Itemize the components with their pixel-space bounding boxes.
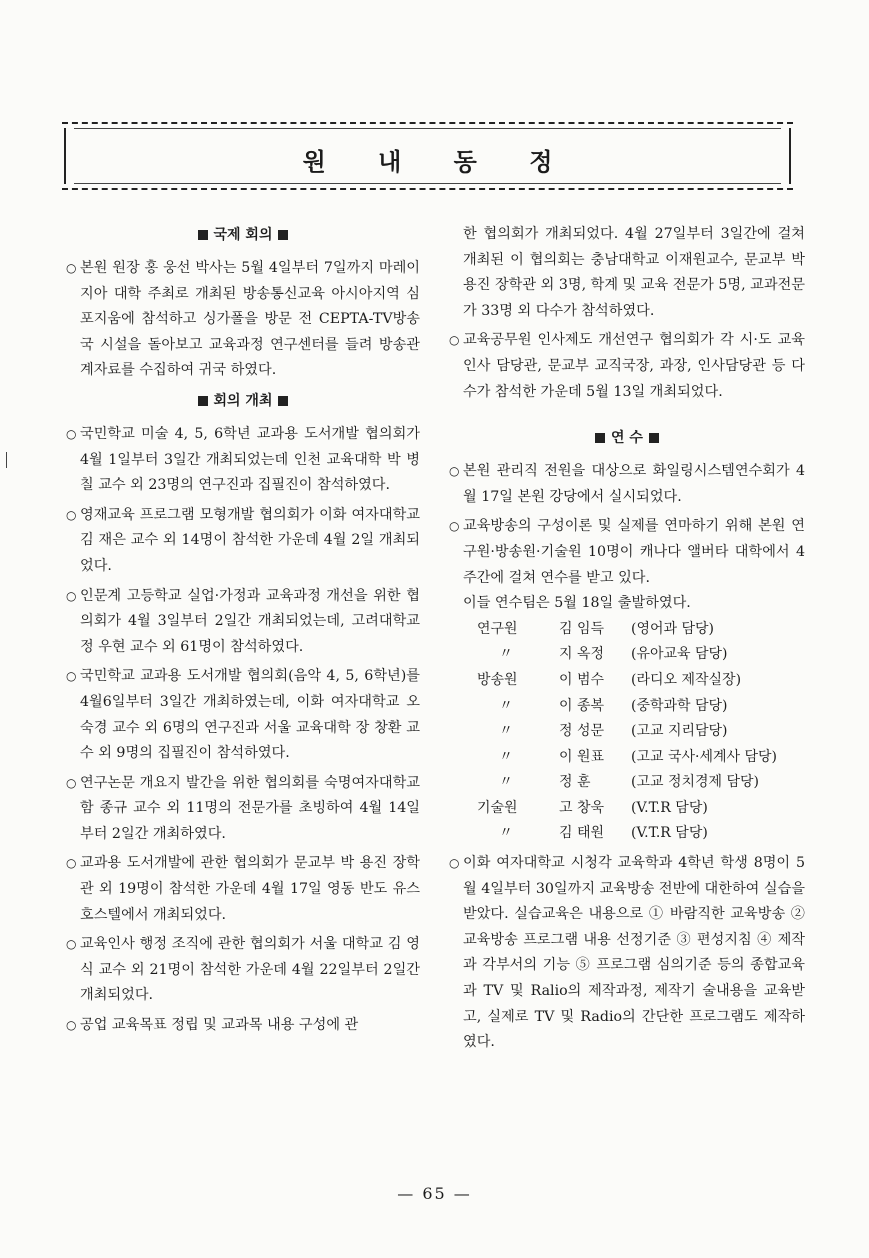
trainee-role: (유아교육 담당) — [631, 646, 728, 663]
section-heading-training — [449, 425, 805, 451]
trainee-group: 연구원 — [477, 620, 518, 637]
circle-bullet-icon: ○ — [66, 261, 77, 275]
circle-bullet-icon: ○ — [449, 464, 460, 479]
trainee-role: (V.T.R 담당) — [631, 799, 708, 816]
title-frame — [62, 122, 793, 190]
trainee-group: 〃 — [499, 646, 513, 663]
meeting-item — [66, 503, 420, 580]
item-text: 교육공무원 인사제도 개선연구 협의회가 각 시·도 교육인사 담당관, 문교부 교직국장, 과장, 인사담당관 등 다수가 참석한 가운데 5월 13일 개최되었다. — [463, 332, 805, 400]
trainee-name: 이 종복 — [559, 697, 605, 714]
trainee-role: (라디오 제작실장) — [631, 671, 742, 688]
circle-bullet-icon: ○ — [449, 856, 460, 871]
meeting-item — [449, 328, 805, 405]
trainee-row — [477, 668, 777, 694]
trainee-name: 정 성문 — [559, 723, 605, 740]
circle-bullet-icon: ○ — [449, 333, 460, 348]
circle-bullet-icon: ○ — [66, 1018, 77, 1033]
meeting-item — [66, 664, 420, 766]
training-item — [449, 851, 805, 1056]
meeting-item-continued — [449, 222, 805, 324]
item-text: 영재교육 프로그램 모형개발 협의회가 이화 여자대학교 김 재은 교수 외 14명이 참석한 가운데 4월 2일 개최되었다. — [80, 506, 420, 574]
trainee-name: 정 훈 — [559, 774, 591, 791]
meeting-item — [66, 1013, 420, 1039]
trainee-group: 방송원 — [477, 671, 518, 688]
item-text: 한 협의회가 개최되었다. 4월 27일부터 3일간에 걸쳐 개최된 이 협의회는 충남대학교 이재원교수, 문교부 박 용진 장학관 외 3명, 학계 및 교육 전문가 5명, 교과전문가 33명 외 다수가 참석하였다. — [463, 226, 805, 319]
item-text: 교육방송의 구성이론 및 실제를 연마하기 위해 본원 연구원·방송원·기술원 10명이 캐나다 앨버타 대학에서 4주간에 걸쳐 연수를 받고 있다. — [463, 518, 805, 586]
trainee-group: 〃 — [499, 825, 513, 842]
circle-bullet-icon: ○ — [66, 669, 77, 684]
trainee-row — [477, 694, 777, 720]
trainee-name: 김 태원 — [559, 825, 605, 842]
meeting-item — [66, 771, 420, 848]
training-item — [449, 514, 805, 591]
circle-bullet-icon: ○ — [449, 519, 460, 534]
meeting-item — [66, 851, 420, 928]
paragraph-text: 본원 원장 홍 웅선 박사는 5월 4일부터 7일까지 마레이지아 대학 주최로 개최된 방송통신교육 아시아지역 심포지움에 참석하고 싱가폴을 방문 전 CEPTA-TV방송국 시설을 돌아보고 교육과정 연구센터를 들려 방송관계자료를 수집하여 귀국 하였다. — [80, 260, 420, 379]
page-number: — 65 — — [397, 1184, 472, 1203]
right-column — [449, 222, 805, 1060]
trainee-role: (고교 국사·세계사 담당) — [631, 748, 777, 765]
square-bullet-icon — [649, 433, 659, 443]
trainee-group: 〃 — [499, 697, 513, 714]
heading-text: 회의 개최 — [213, 392, 273, 409]
meeting-item — [66, 932, 420, 1009]
trainee-name: 김 임득 — [559, 620, 605, 637]
item-text: 이화 여자대학교 시청각 교육학과 4학년 학생 8명이 5월 4일부터 30일까지 교육방송 전반에 대한하여 실습을 받았다. 실습교육은 내용으로 ① 바람직한 교육방송 ② 교육방송 프로그램 내용 선정기준 ③ 편성지침 ④ 제작과 각부서의 기능 ⑤ 프로그램 심의기준 등의 종합교육과 TV 및 Ralio의 제작과정, 제작기 술내용을 교육받고, 실제로 TV 및 Radio의 간단한 프로그램도 제작하였다. — [463, 855, 805, 1051]
item-text: 인문계 고등학교 실업·가정과 교육과정 개선을 위한 협의회가 4월 3일부터 2일간 개최되었는데, 고려대학교 정 우현 교수 외 61명이 참석하였다. — [80, 587, 420, 655]
left-column — [66, 222, 420, 1043]
trainee-role: (고교 정치경제 담당) — [631, 774, 760, 791]
trainee-name: 이 범수 — [559, 671, 605, 688]
square-bullet-icon — [278, 396, 288, 406]
trainee-row — [477, 770, 777, 796]
trainee-row — [477, 796, 777, 822]
intl-paragraph — [66, 256, 420, 384]
meeting-item — [66, 422, 420, 499]
trainee-role: (고교 지리담당) — [631, 723, 728, 740]
circle-bullet-icon: ○ — [66, 588, 77, 603]
trainee-row — [477, 821, 777, 847]
square-bullet-icon — [278, 230, 288, 240]
item-text: 연구논문 개요지 발간을 위한 협의회를 숙명여자대학교 함 종규 교수 외 11명의 전문가를 초빙하여 4월 14일부터 2일간 개최하였다. — [80, 774, 420, 842]
square-bullet-icon — [198, 230, 208, 240]
item-text: 공업 교육목표 정립 및 교과목 내용 구성에 관 — [80, 1017, 359, 1034]
trainee-name: 이 원표 — [559, 748, 605, 765]
section-heading-meetings — [66, 388, 420, 414]
square-bullet-icon — [198, 396, 208, 406]
item-text: 교육인사 행정 조직에 관한 협의회가 서울 대학교 김 영식 교수 외 21명이 참석한 가운데 4월 22일부터 2일간 개최되었다. — [80, 936, 420, 1004]
trainee-name: 지 옥정 — [559, 646, 605, 663]
square-bullet-icon — [595, 433, 605, 443]
item-text: 교과용 도서개발에 관한 협의회가 문교부 박 용진 장학관 외 19명이 참석한 가운데 4월 17일 영동 반도 유스호스텔에서 개최되었다. — [80, 855, 420, 923]
item-text: 본원 관리직 전원을 대상으로 화일링시스템연수회가 4월 17일 본원 강당에서 실시되었다. — [463, 463, 805, 505]
heading-text: 연 수 — [611, 430, 643, 447]
trainee-row — [477, 617, 777, 643]
trainee-role: (V.T.R 담당) — [631, 825, 708, 842]
training-item — [449, 459, 805, 510]
trainee-row — [477, 642, 777, 668]
circle-bullet-icon: ○ — [66, 856, 77, 871]
heading-text: 국제 회의 — [213, 227, 273, 243]
circle-bullet-icon: ○ — [66, 426, 77, 441]
trainee-lead: 이들 연수팀은 5월 18일 출발하였다. — [463, 595, 691, 612]
trainee-role: (영어과 담당) — [631, 620, 714, 637]
circle-bullet-icon: ○ — [66, 507, 77, 522]
item-text: 국민학교 교과용 도서개발 협의회(음악 4, 5, 6학년)를 4월6일부터 3일간 개최하였는데, 이화 여자대학교 오 숙경 교수 외 6명의 연구진과 서울 교육대학 장 창환 교수 외 9명의 집필진이 참석하였다. — [80, 668, 420, 762]
meeting-item — [66, 584, 420, 661]
trainee-row — [477, 719, 777, 745]
circle-bullet-icon: ○ — [66, 775, 77, 790]
trainee-role: (중학과학 담당) — [631, 697, 728, 714]
trainee-group: 〃 — [499, 723, 513, 740]
circle-bullet-icon: ○ — [66, 937, 77, 952]
trainee-name: 고 창욱 — [559, 799, 605, 816]
trainee-group: 기술원 — [477, 799, 518, 816]
page-title: 원 내 동 정 — [302, 147, 575, 176]
trainee-group: 〃 — [499, 774, 513, 791]
trainee-list — [477, 617, 777, 847]
section-heading-intl — [66, 222, 420, 248]
item-text: 국민학교 미술 4, 5, 6학년 교과용 도서개발 협의회가 4월 1일부터 3일간 개최되었는데 인천 교육대학 박 병칠 교수 외 23명의 연구진과 집필진이 참석하였다. — [80, 425, 420, 494]
trainee-row — [477, 745, 777, 771]
trainee-group: 〃 — [499, 748, 513, 765]
margin-mark — [6, 452, 7, 468]
